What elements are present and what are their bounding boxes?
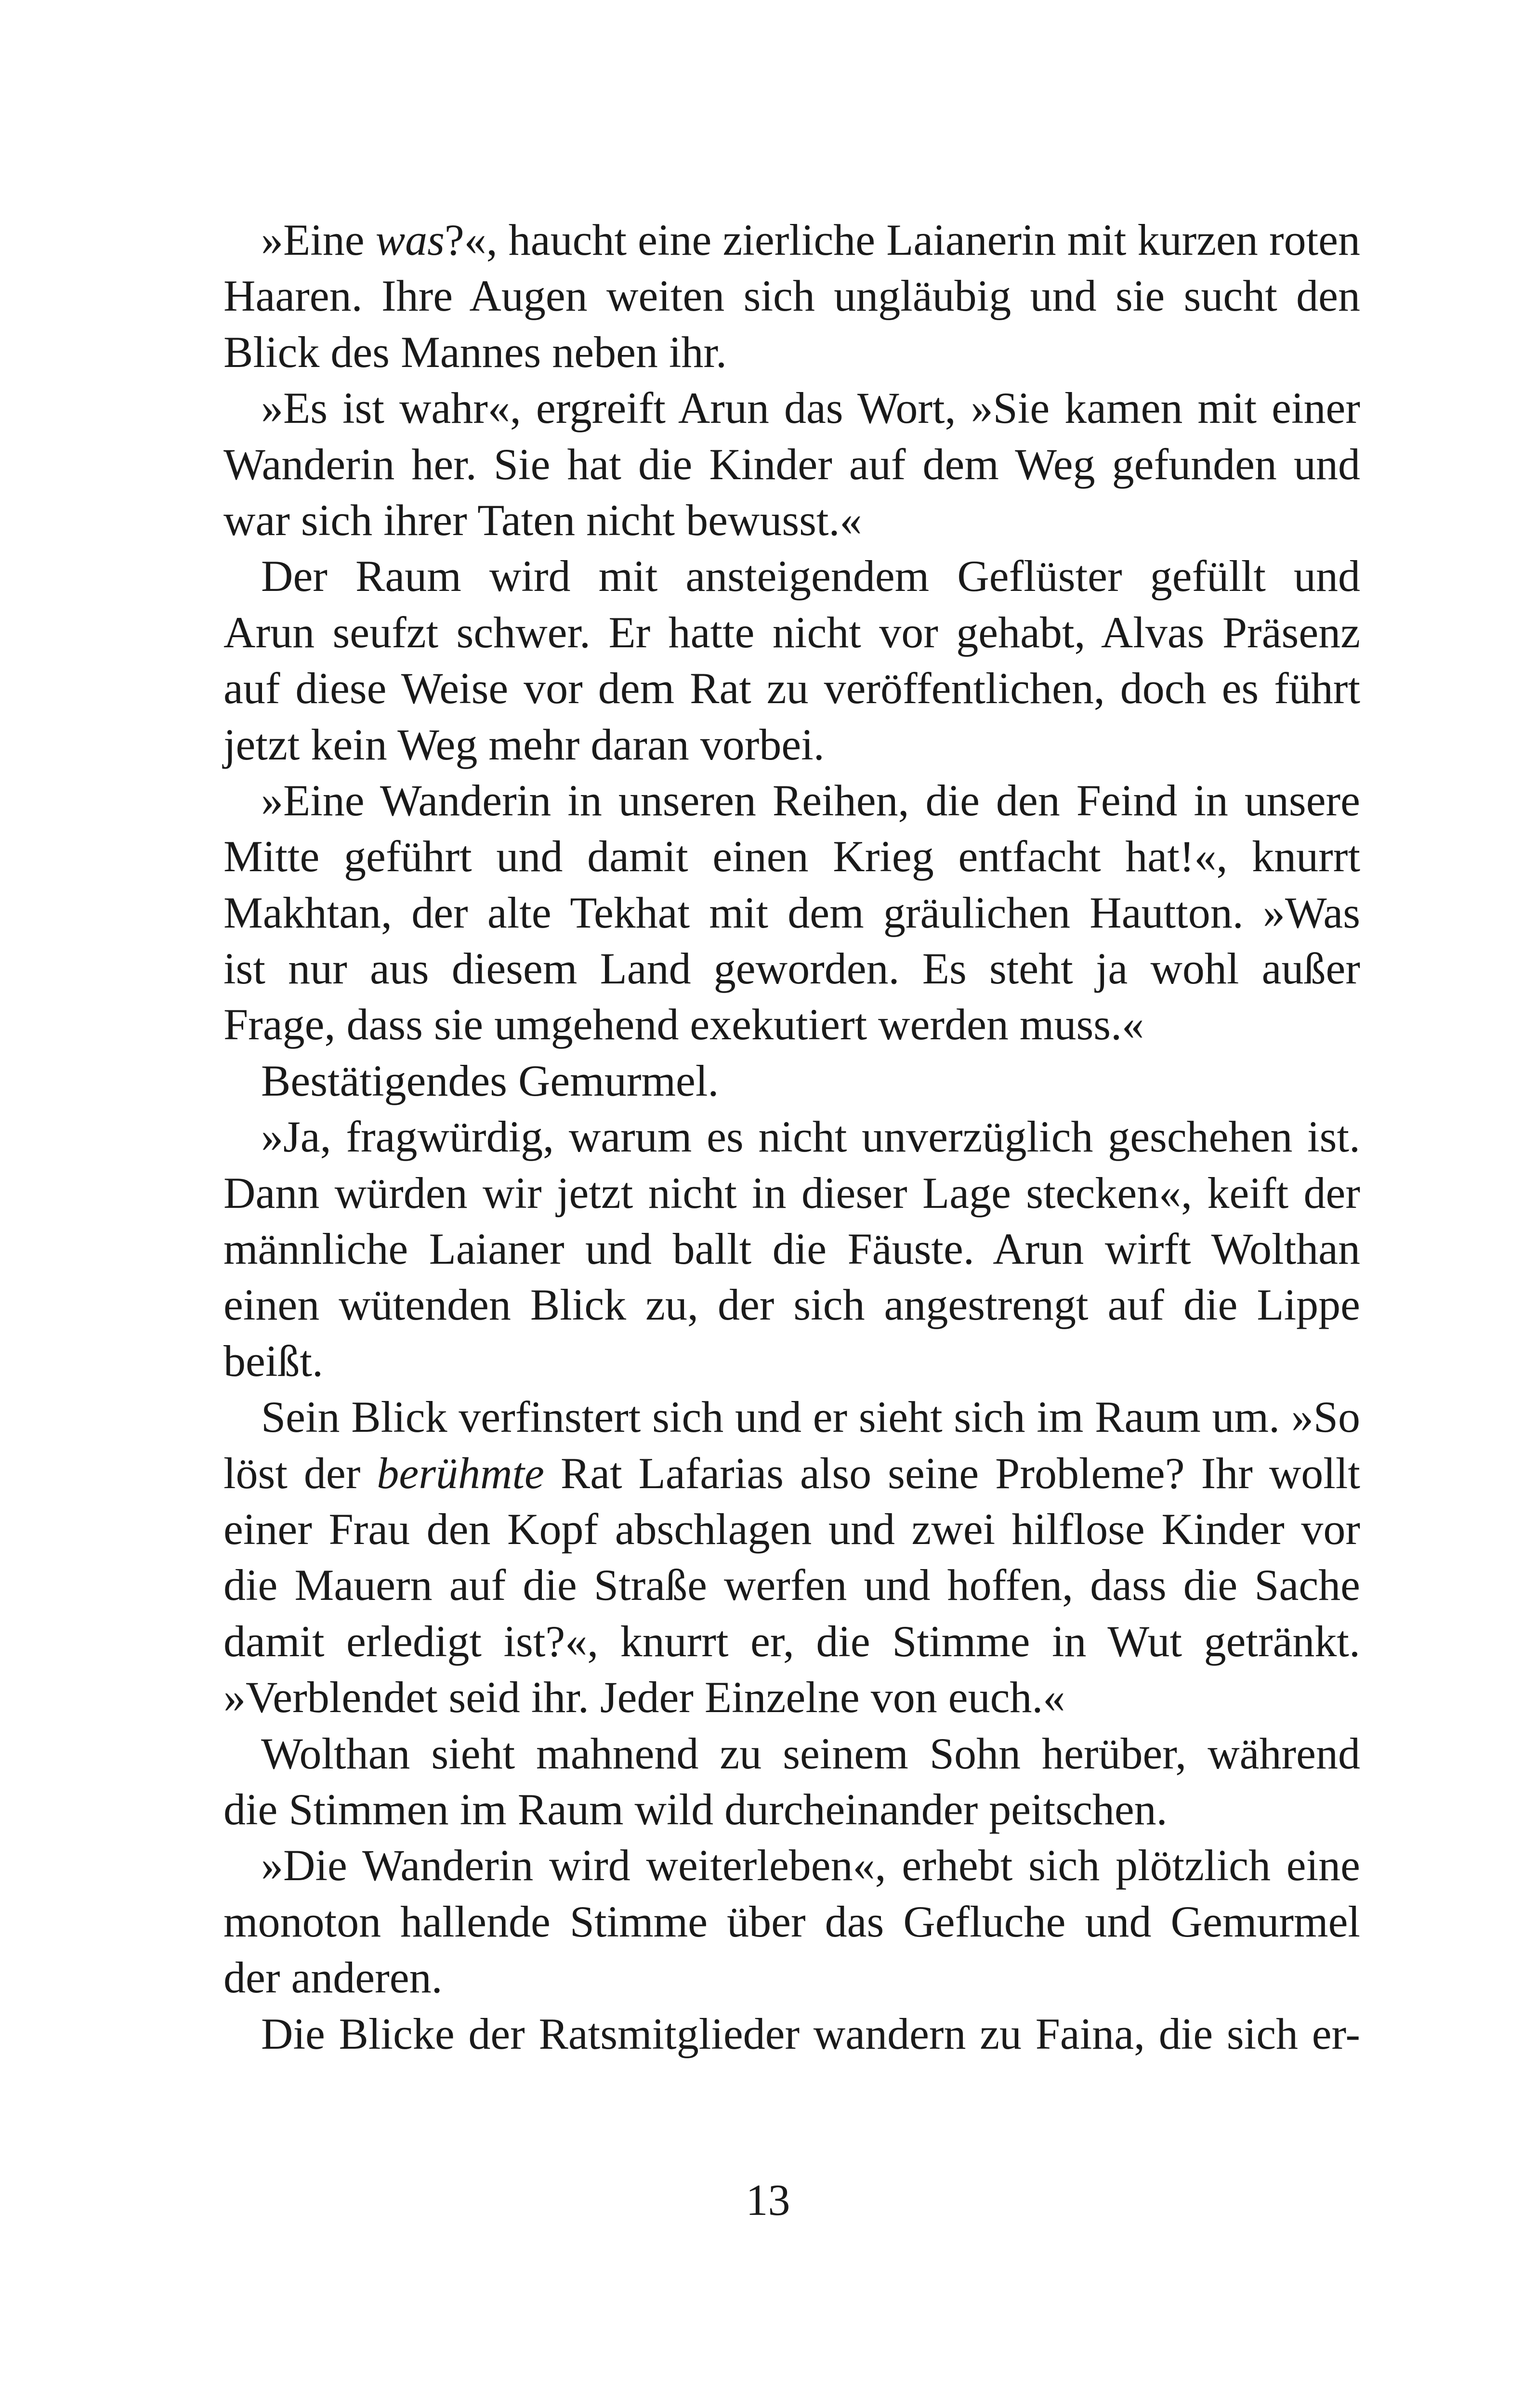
text-line [223, 1501, 1360, 1557]
text-line [223, 1557, 1360, 1613]
text-line [223, 1053, 1360, 1109]
text-line [223, 1950, 1360, 2005]
text-segment: beißt. [223, 1336, 323, 1386]
text-segment: Der Raum wird mit ansteigendem Geflüster gefüllt und [261, 551, 1360, 601]
text-segment: »Es ist wahr«, ergreift Arun das Wort, »Sie kamen mit einer [261, 383, 1360, 433]
text-segment: auf diese Weise vor dem Rat zu veröffentlichen, doch es führt [223, 664, 1360, 713]
text-segment: Sein Blick verfinstert sich und er sieht sich im Raum um. »So [261, 1392, 1360, 1442]
text-line [223, 1333, 1360, 1389]
text-line [223, 1669, 1360, 1725]
text-segment: »Eine [261, 215, 376, 264]
text-line [223, 717, 1360, 772]
text-segment: damit erledigt ist?«, knurrt er, die Stimme in Wut getränkt. [223, 1616, 1360, 1666]
text-segment: die Stimmen im Raum wild durcheinander peitschen. [223, 1784, 1168, 1834]
text-segment: Wolthan sieht mahnend zu seinem Sohn herüber, während [261, 1728, 1360, 1778]
text-segment: monoton hallende Stimme über das Gefluche und Gemurmel [223, 1897, 1360, 1946]
text-segment: Wanderin her. Sie hat die Kinder auf dem Weg gefunden und [223, 439, 1360, 489]
text-segment: ist nur aus diesem Land geworden. Es steht ja wohl außer [223, 944, 1360, 994]
text-line [223, 1837, 1360, 1893]
text-line [223, 324, 1360, 380]
text-segment: war sich ihrer Taten nicht bewusst.« [223, 495, 862, 545]
text-segment: Die Blicke der Ratsmitglieder wandern zu Faina, die sich er- [261, 2009, 1360, 2058]
text-segment: männliche Laianer und ballt die Fäuste. Arun wirft Wolthan [223, 1224, 1360, 1274]
text-line [223, 1389, 1360, 1445]
text-line [223, 268, 1360, 324]
text-segment: »Die Wanderin wird weiterleben«, erhebt sich plötzlich eine [261, 1841, 1360, 1890]
text-segment: einen wütenden Blick zu, der sich angestrengt auf die Lippe [223, 1280, 1360, 1330]
text-segment: Blick des Mannes neben ihr. [223, 327, 727, 377]
text-line [223, 2006, 1360, 2062]
text-line [223, 941, 1360, 996]
text-segment: Makhtan, der alte Tekhat mit dem gräulichen Hautton. »Was [223, 888, 1360, 937]
text-segment: einer Frau den Kopf abschlagen und zwei hilflose Kinder vor [223, 1504, 1360, 1554]
text-segment: »Ja, fragwürdig, warum es nicht unverzüglich geschehen ist. [261, 1112, 1360, 1162]
text-segment: löst der [223, 1448, 377, 1498]
text-segment: die Mauern auf die Straße werfen und hoffen, dass die Sache [223, 1560, 1360, 1610]
text-segment: Arun seufzt schwer. Er hatte nicht vor gehabt, Alvas Präsenz [223, 607, 1360, 657]
text-segment: Rat Lafarias also seine Probleme? Ihr wollt [544, 1448, 1360, 1498]
text-segment: Bestätigendes Gemurmel. [261, 1056, 719, 1105]
text-segment: »Verblendet seid ihr. Jeder Einzelne von euch.« [223, 1673, 1065, 1722]
text-line [223, 1726, 1360, 1781]
text-line [223, 772, 1360, 828]
text-line [223, 1781, 1360, 1837]
text-segment: Frage, dass sie umgehend exekutiert werden muss.« [223, 1000, 1144, 1049]
text-line [223, 492, 1360, 548]
text-segment: Haaren. Ihre Augen weiten sich ungläubig und sie sucht den [223, 271, 1360, 321]
text-line [223, 1445, 1360, 1501]
text-line [223, 996, 1360, 1052]
text-line [223, 212, 1360, 268]
italic-text: was [375, 215, 445, 264]
page-number: 13 [746, 2175, 790, 2225]
body-text [223, 212, 1360, 2062]
text-line [223, 660, 1360, 716]
text-segment: jetzt kein Weg mehr daran vorbei. [223, 720, 825, 769]
text-segment: »Eine Wanderin in unseren Reihen, die den Feind in unsere [261, 775, 1360, 825]
text-line [223, 1165, 1360, 1221]
italic-text: berühmte [377, 1448, 544, 1498]
text-line [223, 436, 1360, 492]
text-line [223, 548, 1360, 604]
text-line [223, 604, 1360, 660]
text-segment: Dann würden wir jetzt nicht in dieser Lage stecken«, keift der [223, 1168, 1360, 1217]
text-segment: Mitte geführt und damit einen Krieg entfacht hat!«, knurrt [223, 832, 1360, 881]
text-line [223, 1221, 1360, 1277]
text-line [223, 1109, 1360, 1165]
text-line [223, 885, 1360, 941]
text-line [223, 380, 1360, 436]
text-line [223, 1613, 1360, 1669]
text-segment: ?«, haucht eine zierliche Laianerin mit kurzen roten [444, 215, 1361, 264]
text-line [223, 1894, 1360, 1950]
text-line [223, 1277, 1360, 1333]
text-line [223, 828, 1360, 884]
text-segment: der anderen. [223, 1953, 443, 2002]
